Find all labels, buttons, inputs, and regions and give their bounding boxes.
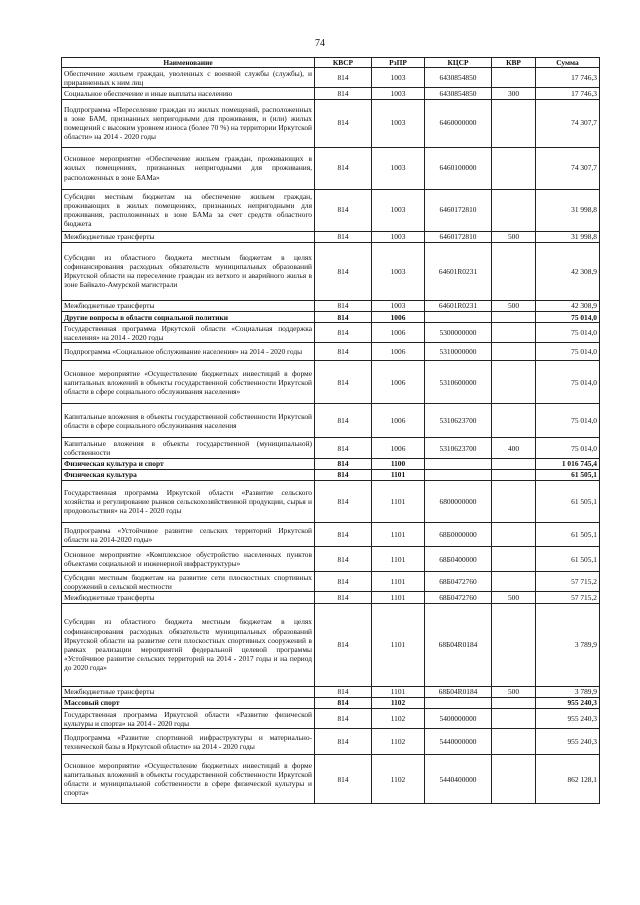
cell-kvr — [492, 729, 536, 755]
cell-kvr — [492, 404, 536, 438]
cell-sum: 75 014,0 — [536, 404, 600, 438]
cell-rzpr: 1003 — [372, 189, 425, 231]
cell-name: Межбюджетные трансферты — [62, 300, 315, 311]
cell-kvr — [492, 709, 536, 729]
cell-name: Подпрограмма «Устойчивое развитие сельских территорий Иркутской области на 2014-2020 годы» — [62, 523, 315, 547]
cell-name: Массовый спорт — [62, 697, 315, 708]
cell-rzpr: 1102 — [372, 755, 425, 804]
cell-kvsr: 814 — [315, 361, 372, 404]
cell-kvsr: 814 — [315, 458, 372, 469]
cell-kvsr: 814 — [315, 481, 372, 523]
cell-rzpr: 1006 — [372, 343, 425, 361]
cell-rzpr: 1003 — [372, 88, 425, 99]
table-row — [62, 709, 600, 729]
table-row — [62, 88, 600, 99]
cell-kcsr: 6460172810 — [425, 231, 492, 242]
table-row — [62, 343, 600, 361]
cell-kvr — [492, 99, 536, 147]
cell-kvsr: 814 — [315, 729, 372, 755]
cell-rzpr: 1101 — [372, 572, 425, 592]
cell-kvsr: 814 — [315, 523, 372, 547]
cell-kcsr: 68Б0472760 — [425, 572, 492, 592]
cell-name: Государственная программа Иркутской области «Развитие физической культуры и спорта» на 2014 - 2020 годы — [62, 709, 315, 729]
cell-kvr — [492, 311, 536, 322]
cell-rzpr: 1101 — [372, 523, 425, 547]
cell-name: Субсидии из областного бюджета местным бюджетам в целях софинансирования расходных обязательств муниципальных образований Иркутской области на переселение граждан из ветхого и аварийного жилья в зоне Байкало-Амурской магистрали — [62, 242, 315, 300]
table-row — [62, 323, 600, 343]
cell-kcsr: 5300000000 — [425, 323, 492, 343]
header-sum: Сумма — [536, 58, 600, 68]
cell-kvr — [492, 697, 536, 708]
cell-kvsr: 814 — [315, 686, 372, 697]
cell-kvr — [492, 361, 536, 404]
cell-kvr — [492, 323, 536, 343]
cell-kvr: 500 — [492, 592, 536, 603]
budget-table — [61, 57, 600, 804]
cell-kvsr: 814 — [315, 68, 372, 88]
table-row — [62, 438, 600, 458]
table-row — [62, 592, 600, 603]
cell-sum: 955 240,3 — [536, 729, 600, 755]
table-row — [62, 547, 600, 572]
cell-kvr — [492, 458, 536, 469]
cell-kvr — [492, 68, 536, 88]
cell-kcsr: 68Б04R0184 — [425, 603, 492, 686]
cell-rzpr: 1101 — [372, 481, 425, 523]
cell-name: Обеспечение жильем граждан, уволенных с военной службы (службы), и приравненных к ним лиц — [62, 68, 315, 88]
cell-kvr: 500 — [492, 231, 536, 242]
cell-kvr: 500 — [492, 686, 536, 697]
cell-sum: 42 308,9 — [536, 300, 600, 311]
table-row — [62, 189, 600, 231]
cell-sum: 955 240,3 — [536, 697, 600, 708]
cell-name: Межбюджетные трансферты — [62, 231, 315, 242]
cell-kvsr: 814 — [315, 592, 372, 603]
cell-sum: 3 789,9 — [536, 686, 600, 697]
cell-kcsr: 68Б04R0184 — [425, 686, 492, 697]
cell-kvr — [492, 343, 536, 361]
cell-kvr — [492, 523, 536, 547]
cell-rzpr: 1003 — [372, 231, 425, 242]
cell-rzpr: 1003 — [372, 99, 425, 147]
header-kvr: КВР — [492, 58, 536, 68]
table-row — [62, 361, 600, 404]
cell-kvsr: 814 — [315, 343, 372, 361]
cell-kvr — [492, 481, 536, 523]
cell-rzpr: 1006 — [372, 404, 425, 438]
table-header-row — [62, 58, 600, 68]
cell-rzpr: 1101 — [372, 547, 425, 572]
cell-kcsr — [425, 458, 492, 469]
cell-rzpr: 1101 — [372, 686, 425, 697]
cell-name: Капитальные вложения в объекты государственной собственности Иркутской области в сфере социального обслуживания населения — [62, 404, 315, 438]
cell-kcsr: 5400000000 — [425, 709, 492, 729]
cell-kvsr: 814 — [315, 311, 372, 322]
cell-kvsr: 814 — [315, 572, 372, 592]
cell-kvsr: 814 — [315, 404, 372, 438]
cell-kcsr: 6460100000 — [425, 147, 492, 189]
cell-rzpr: 1101 — [372, 469, 425, 480]
cell-name: Подпрограмма «Переселение граждан из жилых помещений, расположенных в зоне БАМ, признанных непригодными для проживания, и (или) жилых помещений с высоким уровнем износа (более 70 %) на территории Иркутской области» на 2014 - 2020 годы — [62, 99, 315, 147]
header-kcsr: КЦСР — [425, 58, 492, 68]
cell-kcsr: 5440000000 — [425, 729, 492, 755]
cell-sum: 75 014,0 — [536, 361, 600, 404]
cell-name: Подпрограмма «Развитие спортивной инфраструктуры и материально- технической базы в Иркутской области» на 2014 - 2020 годы — [62, 729, 315, 755]
table-row — [62, 469, 600, 480]
cell-kcsr: 5440400000 — [425, 755, 492, 804]
table-row — [62, 481, 600, 523]
cell-sum: 31 998,8 — [536, 189, 600, 231]
cell-kvsr: 814 — [315, 189, 372, 231]
cell-name: Другие вопросы в области социальной политики — [62, 311, 315, 322]
cell-rzpr: 1101 — [372, 603, 425, 686]
cell-kvsr: 814 — [315, 323, 372, 343]
cell-kcsr: 68Б0472760 — [425, 592, 492, 603]
table-row — [62, 311, 600, 322]
cell-kcsr: 64601R0231 — [425, 242, 492, 300]
cell-sum: 57 715,2 — [536, 592, 600, 603]
table-row — [62, 755, 600, 804]
cell-sum: 3 789,9 — [536, 603, 600, 686]
cell-kcsr: 64601R0231 — [425, 300, 492, 311]
cell-sum: 75 014,0 — [536, 323, 600, 343]
cell-sum: 57 715,2 — [536, 572, 600, 592]
table-row — [62, 697, 600, 708]
table-row — [62, 523, 600, 547]
cell-name: Основное мероприятие «Осуществление бюджетных инвестиций в форме капитальных вложений в объекты государственной собственности Иркутской области и муниципальной собственности в сфере физической культуры и спорта» — [62, 755, 315, 804]
cell-kvr: 300 — [492, 88, 536, 99]
cell-rzpr: 1006 — [372, 361, 425, 404]
cell-kvsr: 814 — [315, 231, 372, 242]
cell-sum: 74 307,7 — [536, 99, 600, 147]
cell-kvr — [492, 572, 536, 592]
cell-kvr — [492, 469, 536, 480]
table-row — [62, 300, 600, 311]
cell-name: Физическая культура и спорт — [62, 458, 315, 469]
cell-name: Капитальные вложения в объекты государственной (муниципальной) собственности — [62, 438, 315, 458]
cell-rzpr: 1006 — [372, 311, 425, 322]
header-rzpr: РзПР — [372, 58, 425, 68]
cell-kvr — [492, 755, 536, 804]
cell-name: Государственная программа Иркутской области «Развитие сельского хозяйства и регулирование рынков сельскохозяйственной продукции, сырья и продовольствия» на 2014 - 2020 годы — [62, 481, 315, 523]
cell-sum: 17 746,3 — [536, 68, 600, 88]
cell-kvr — [492, 147, 536, 189]
cell-name: Государственная программа Иркутской области «Социальная поддержка населения» на 2014 - 2020 годы — [62, 323, 315, 343]
cell-rzpr: 1003 — [372, 147, 425, 189]
cell-kcsr: 5310600000 — [425, 361, 492, 404]
cell-sum: 1 016 745,4 — [536, 458, 600, 469]
cell-kcsr: 5310623700 — [425, 438, 492, 458]
cell-rzpr: 1101 — [372, 592, 425, 603]
cell-name: Основное мероприятие «Комплексное обустройство населенных пунктов объектами социальной и инженерной инфраструктуры» — [62, 547, 315, 572]
cell-sum: 61 505,1 — [536, 469, 600, 480]
cell-kvsr: 814 — [315, 755, 372, 804]
cell-rzpr: 1003 — [372, 68, 425, 88]
cell-sum: 17 746,3 — [536, 88, 600, 99]
cell-kcsr: 68Б0000000 — [425, 523, 492, 547]
cell-name: Межбюджетные трансферты — [62, 686, 315, 697]
cell-rzpr: 1006 — [372, 323, 425, 343]
cell-kcsr: 5310000000 — [425, 343, 492, 361]
cell-kcsr: 5310623700 — [425, 404, 492, 438]
cell-name: Основное мероприятие «Обеспечение жильем граждан, проживающих в жилых помещениях, признанных непригодными для проживания, расположенных в зоне БАМа» — [62, 147, 315, 189]
cell-rzpr: 1006 — [372, 438, 425, 458]
table-row — [62, 99, 600, 147]
cell-rzpr: 1003 — [372, 300, 425, 311]
cell-kcsr: 68Б0400000 — [425, 547, 492, 572]
cell-kvsr: 814 — [315, 242, 372, 300]
page-number: 74 — [315, 38, 325, 49]
cell-kcsr: 6430854850 — [425, 68, 492, 88]
cell-name: Основное мероприятие «Осуществление бюджетных инвестиций в форме капитальных вложений в объекты государственной собственности Иркутской области в сфере социального обслуживания населения» — [62, 361, 315, 404]
cell-sum: 75 014,0 — [536, 438, 600, 458]
table-row — [62, 68, 600, 88]
cell-kvr — [492, 189, 536, 231]
table-row — [62, 147, 600, 189]
cell-kcsr: 6460172810 — [425, 189, 492, 231]
cell-kcsr: 6800000000 — [425, 481, 492, 523]
cell-name: Подпрограмма «Социальное обслуживание населения» на 2014 - 2020 годы — [62, 343, 315, 361]
cell-name: Социальное обеспечение и иные выплаты населению — [62, 88, 315, 99]
header-name: Наименование — [62, 58, 315, 68]
cell-rzpr: 1102 — [372, 709, 425, 729]
cell-rzpr: 1100 — [372, 458, 425, 469]
cell-kvsr: 814 — [315, 147, 372, 189]
table-row — [62, 729, 600, 755]
cell-kcsr — [425, 469, 492, 480]
cell-sum: 75 014,0 — [536, 343, 600, 361]
cell-kvsr: 814 — [315, 603, 372, 686]
cell-name: Субсидии местным бюджетам на развитие сети плоскостных спортивных сооружений в сельской местности — [62, 572, 315, 592]
table-row — [62, 572, 600, 592]
cell-sum: 31 998,8 — [536, 231, 600, 242]
cell-kvr: 500 — [492, 300, 536, 311]
cell-sum: 955 240,3 — [536, 709, 600, 729]
cell-kcsr: 6430854850 — [425, 88, 492, 99]
cell-kvsr: 814 — [315, 709, 372, 729]
cell-kvsr: 814 — [315, 438, 372, 458]
cell-kvr: 400 — [492, 438, 536, 458]
cell-kcsr: 6460000000 — [425, 99, 492, 147]
cell-kvr — [492, 547, 536, 572]
cell-sum: 61 505,1 — [536, 481, 600, 523]
cell-rzpr: 1003 — [372, 242, 425, 300]
cell-kvsr: 814 — [315, 469, 372, 480]
cell-name: Субсидии местным бюджетам на обеспечение жильем граждан, проживающих в жилых помещениях, признанных непригодными для проживания, расположенных в зоне БАМа за счет средств областного бюджета — [62, 189, 315, 231]
cell-kvsr: 814 — [315, 547, 372, 572]
table-row — [62, 404, 600, 438]
cell-kcsr — [425, 311, 492, 322]
table-row — [62, 458, 600, 469]
cell-kvr — [492, 603, 536, 686]
cell-name: Физическая культура — [62, 469, 315, 480]
cell-sum: 862 128,1 — [536, 755, 600, 804]
cell-kvsr: 814 — [315, 99, 372, 147]
table-row — [62, 242, 600, 300]
cell-kvr — [492, 242, 536, 300]
cell-name: Межбюджетные трансферты — [62, 592, 315, 603]
cell-kcsr — [425, 697, 492, 708]
cell-name: Субсидии из областного бюджета местным бюджетам в целях софинансирования расходных обязательств муниципальных образований Иркутской области на развитие сети плоскостных спортивных сооружений в рамках реализации мероприятий федеральной целевой программы «Устойчивое развитие сельских территорий на 2014 - 2017 годы и на период до 2020 года» — [62, 603, 315, 686]
cell-kvsr: 814 — [315, 88, 372, 99]
cell-sum: 61 505,1 — [536, 547, 600, 572]
cell-sum: 75 014,0 — [536, 311, 600, 322]
cell-rzpr: 1102 — [372, 729, 425, 755]
cell-sum: 42 308,9 — [536, 242, 600, 300]
cell-kvsr: 814 — [315, 697, 372, 708]
cell-sum: 74 307,7 — [536, 147, 600, 189]
cell-rzpr: 1102 — [372, 697, 425, 708]
cell-kvsr: 814 — [315, 300, 372, 311]
cell-sum: 61 505,1 — [536, 523, 600, 547]
table-row — [62, 603, 600, 686]
header-kvsr: КВСР — [315, 58, 372, 68]
table-row — [62, 231, 600, 242]
table-row — [62, 686, 600, 697]
